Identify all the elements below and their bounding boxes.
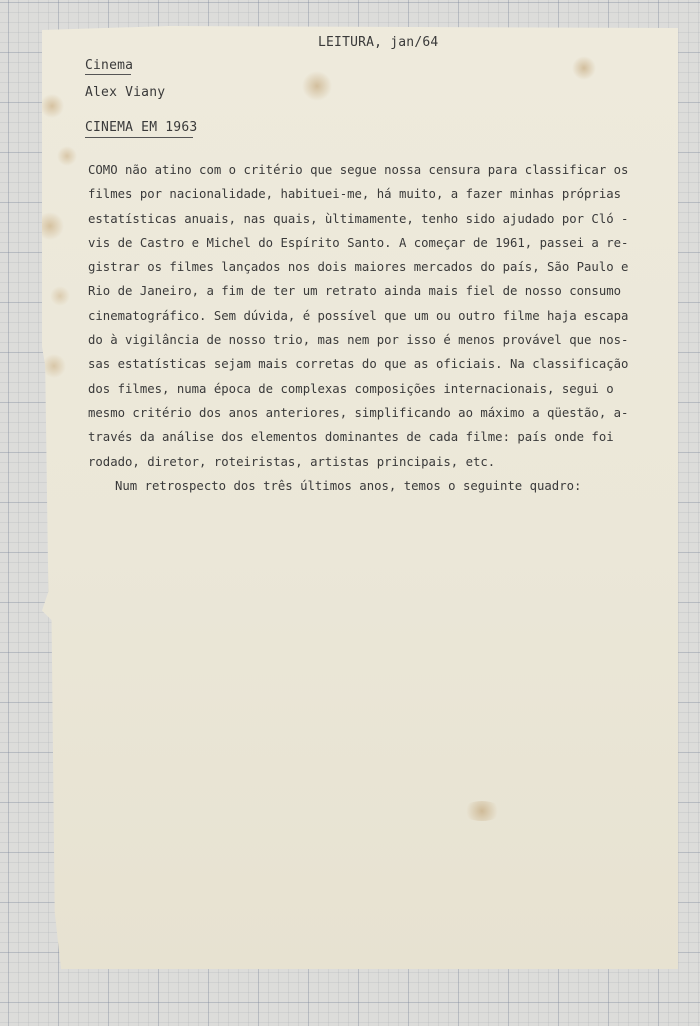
article-title: CINEMA EM 1963 [85,120,198,135]
foxing-stains [42,46,82,406]
body-line: dos filmes, numa época de complexas composições internacionais, segui o [88,381,614,396]
body-line: vis de Castro e Michel do Espírito Santo. A começar de 1961, passei a re- [88,235,629,250]
body-line: Rio de Janeiro, a fim de ter um retrato ainda mais fiel de nosso consumo [88,284,622,299]
body-line: mesmo critério dos anos anteriores, simplificando ao máximo a qüestão, a- [88,405,629,420]
body-line: rodado, diretor, roteiristas, artistas principais, etc. [88,454,496,469]
stain-mark [302,71,332,101]
body-line: Num retrospecto dos três últimos anos, temos o seguinte quadro: [115,478,582,493]
article-body [88,158,648,498]
title-underline [85,137,193,138]
body-line: do à vigilância de nosso trio, mas nem por isso é menos provável que nos- [88,333,629,348]
section-label: Cinema [85,58,134,73]
stain-mark [462,801,502,821]
publication-header: LEITURA, jan/64 [318,35,439,50]
body-line: cinematográfico. Sem dúvida, é possível que um ou outro filme haja escapa [88,308,629,323]
body-line: COMO não atino com o critério que segue nossa censura para classificar os [88,163,629,177]
body-line: filmes por nacionalidade, habituei-me, há muito, a fazer minhas próprias [88,187,622,202]
body-line: estatísticas anuais, nas quais, ùltimamente, tenho sido ajudado por Cló - [88,211,629,226]
section-underline [85,74,131,75]
stain-mark [572,56,596,80]
author-name: Alex Viany [85,85,166,100]
body-line: gistrar os filmes lançados nos dois maiores mercados do país, São Paulo e [88,260,629,275]
body-line: sas estatísticas sejam mais corretas do que as oficiais. Na classificação [88,357,629,372]
body-line: través da análise dos elementos dominantes de cada filme: país onde foi [88,430,614,445]
